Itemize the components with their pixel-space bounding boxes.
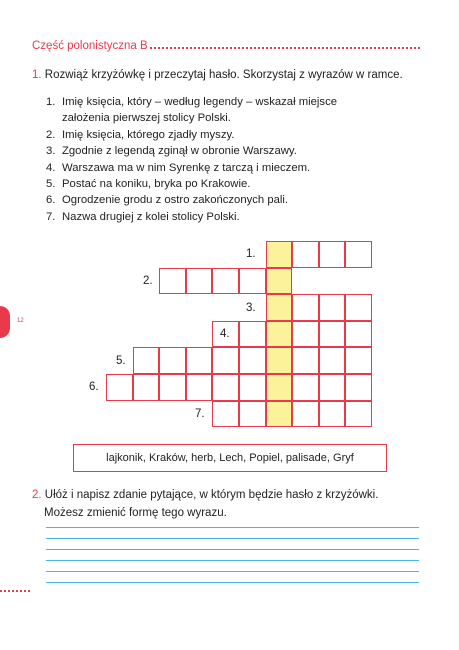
- clue-item: [46, 209, 337, 225]
- writing-line[interactable]: [46, 582, 419, 583]
- crossword-password-cell[interactable]: [266, 374, 293, 401]
- crossword-cell[interactable]: [159, 268, 186, 295]
- clue-text: Imię księcia, który – według legendy – wskazał miejsce: [62, 96, 338, 108]
- crossword-cell[interactable]: [319, 321, 346, 348]
- row-label-5: 5.: [116, 355, 126, 367]
- crossword-cell[interactable]: [133, 347, 160, 374]
- clue-text: Zgodnie z legendą zginął w obronie Warszawy.: [62, 145, 297, 158]
- clue-item: [46, 143, 337, 159]
- clue-text: Imię księcia, którego zjadły myszy.: [62, 128, 235, 141]
- crossword-password-cell[interactable]: [266, 268, 293, 295]
- clue-number: 4.: [46, 161, 56, 174]
- crossword-cell[interactable]: [345, 401, 372, 428]
- clue-text: Warszawa ma w nim Syrenkę z tarczą i mieczem.: [62, 161, 311, 174]
- crossword-password-cell[interactable]: [266, 401, 293, 428]
- clue-number: 3.: [46, 145, 56, 158]
- row-label-6: 6.: [89, 381, 99, 393]
- crossword-cell[interactable]: [292, 241, 319, 268]
- crossword-cell[interactable]: [292, 347, 319, 374]
- crossword-cell[interactable]: [239, 401, 266, 428]
- crossword-cell[interactable]: [239, 347, 266, 374]
- clue-number: 6.: [46, 194, 56, 207]
- crossword-cell[interactable]: [239, 268, 266, 295]
- task2-text: Ułóż i napisz zdanie pytające, w którym będzie hasło z krzyżówki.: [44, 489, 379, 501]
- task2-instruction: [32, 489, 378, 501]
- crossword-cell[interactable]: [292, 294, 319, 321]
- writing-line[interactable]: [46, 527, 419, 528]
- crossword-cell[interactable]: [186, 374, 213, 401]
- clue-item: [46, 192, 337, 208]
- crossword-cell[interactable]: [292, 321, 319, 348]
- clue-item: [46, 160, 337, 176]
- crossword-cell[interactable]: [239, 321, 266, 348]
- word-bank-text: lajkonik, Kraków, herb, Lech, Popiel, palisade, Gryf: [106, 452, 354, 464]
- clue-text: Nazwa drugiej z kolei stolicy Polski.: [62, 210, 240, 223]
- task1-instruction: [32, 69, 403, 81]
- clue-item: [46, 176, 337, 192]
- crossword-cell[interactable]: [345, 294, 372, 321]
- task2-number: 2.: [32, 489, 42, 501]
- row-label-2: 2.: [143, 275, 153, 287]
- clue-list: [46, 94, 337, 225]
- crossword-cell[interactable]: [159, 374, 186, 401]
- writing-line[interactable]: [46, 549, 419, 550]
- crossword-password-cell[interactable]: [266, 347, 293, 374]
- row-label-1: 1.: [246, 248, 256, 260]
- clue-number: 1.: [46, 96, 56, 108]
- row-label-3: 3.: [246, 302, 256, 314]
- crossword-password-cell[interactable]: [266, 321, 293, 348]
- crossword-cell[interactable]: [292, 401, 319, 428]
- clue-text: Ogrodzenie grodu z ostro zakończonych pali.: [62, 194, 289, 207]
- crossword-cell[interactable]: [212, 347, 239, 374]
- crossword-cell[interactable]: [159, 347, 186, 374]
- crossword-cell[interactable]: [212, 401, 239, 428]
- clue-item: [46, 94, 337, 110]
- writing-line[interactable]: [46, 538, 419, 539]
- page-number: 12: [17, 318, 24, 324]
- crossword-cell[interactable]: [345, 347, 372, 374]
- title-dotted-line: [150, 47, 420, 49]
- clue-item: [46, 127, 337, 143]
- word-bank-box: [73, 444, 387, 472]
- crossword-cell[interactable]: [319, 347, 346, 374]
- task2-text-line2: Możesz zmienić formę tego wyrazu.: [44, 507, 227, 519]
- clue-text: założenia pierwszej stolicy Polski.: [62, 112, 231, 125]
- crossword-cell[interactable]: [319, 401, 346, 428]
- crossword-cell[interactable]: [212, 268, 239, 295]
- crossword-cell[interactable]: [345, 321, 372, 348]
- crossword-password-cell[interactable]: [266, 294, 293, 321]
- row-label-7: 7.: [195, 408, 205, 420]
- crossword-cell[interactable]: [106, 374, 133, 401]
- bottom-dotted-line: [0, 590, 30, 592]
- row-label-4: 4.: [220, 328, 230, 340]
- writing-line[interactable]: [46, 560, 419, 561]
- crossword-cell[interactable]: [186, 347, 213, 374]
- crossword-cell[interactable]: [345, 241, 372, 268]
- crossword-cell[interactable]: [319, 374, 346, 401]
- clue-number: [46, 110, 62, 126]
- crossword-cell[interactable]: [319, 241, 346, 268]
- crossword-cell[interactable]: [345, 374, 372, 401]
- task1-text: Rozwiąż krzyżówkę i przeczytaj hasło. Skorzystaj z wyrazów w ramce.: [44, 69, 403, 81]
- task1-number: 1.: [32, 69, 42, 81]
- side-tab: [0, 306, 10, 338]
- clue-number: 7.: [46, 210, 56, 223]
- section-title: Część polonistyczna B: [32, 40, 148, 52]
- writing-line[interactable]: [46, 571, 419, 572]
- clue-text: Postać na koniku, bryka po Krakowie.: [62, 178, 251, 191]
- clue-item: [46, 110, 337, 126]
- crossword-cell[interactable]: [186, 268, 213, 295]
- crossword-cell[interactable]: [133, 374, 160, 401]
- clue-number: 5.: [46, 178, 56, 191]
- crossword-cell[interactable]: [239, 374, 266, 401]
- clue-number: 2.: [46, 128, 56, 141]
- crossword-cell[interactable]: [319, 294, 346, 321]
- crossword-cell[interactable]: [292, 374, 319, 401]
- crossword-cell[interactable]: [212, 374, 239, 401]
- crossword-password-cell[interactable]: [266, 241, 293, 268]
